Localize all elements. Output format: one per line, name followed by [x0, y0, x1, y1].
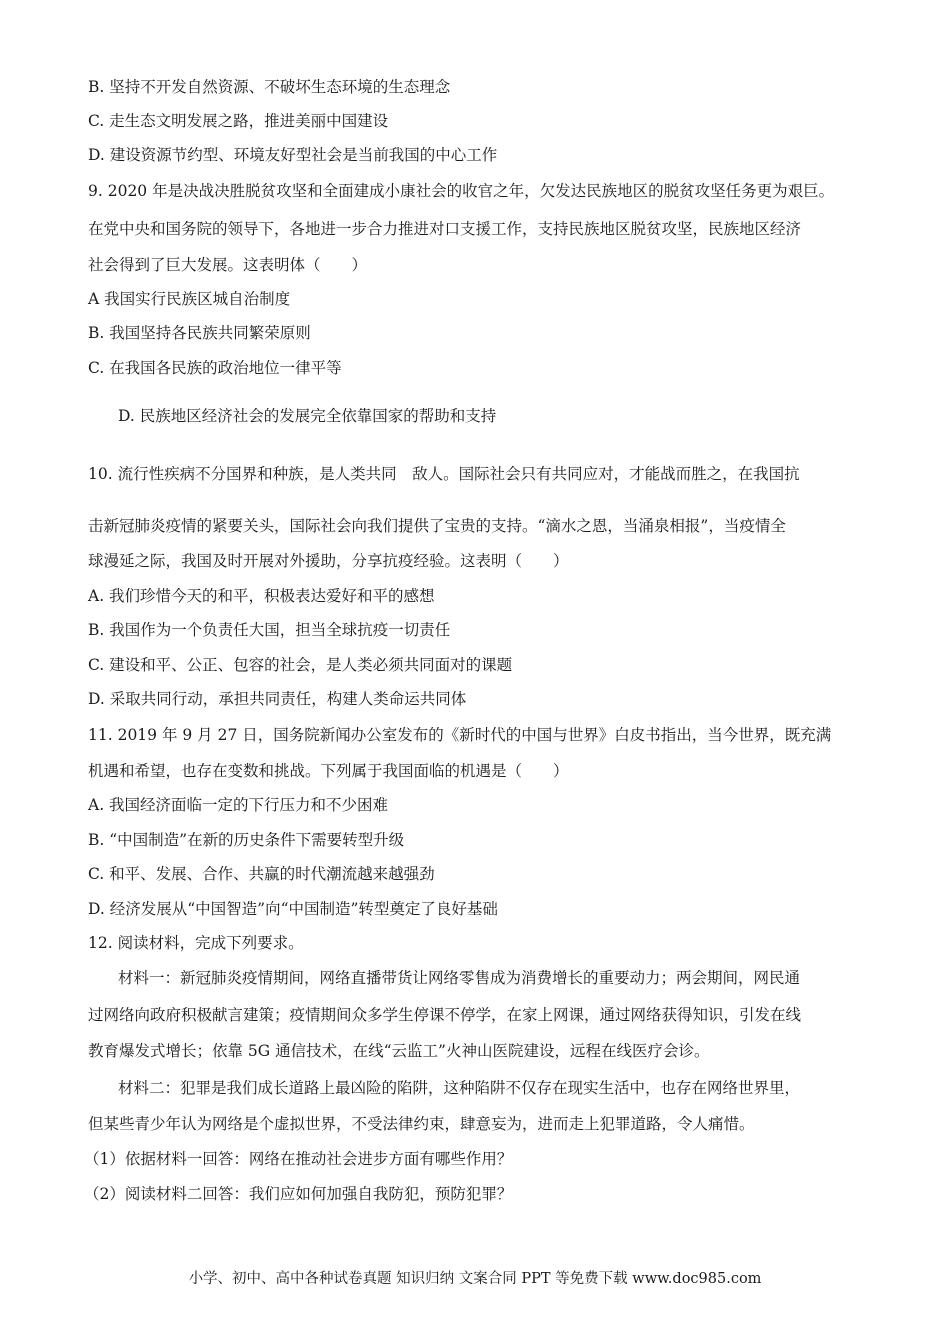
material-1-line-1: 材料一：新冠肺炎疫情期间，网络直播带货让网络零售成为消费增长的重要动力；两会期间，网民通: [118, 969, 801, 987]
material-2-line-2: 但某些青少年认为网络是个虚拟世界，不受法律约束，肆意妄为，进而走上犯罪道路，令人痛惜。: [88, 1115, 755, 1133]
sub-question-2: （2）阅读材料二回答：我们应如何加强自我防犯，预防犯罪？: [84, 1185, 513, 1203]
q9-stem-line-3: 社会得到了巨大发展。这表明体（ ）: [88, 256, 368, 274]
q9-option-b: B. 我国坚持各民族共同繁荣原则: [88, 324, 311, 342]
q8-option-d: D. 建设资源节约型、环境友好型社会是当前我国的中心工作: [88, 146, 498, 164]
q9-stem-line-1: 9. 2020 年是决战决胜脱贫攻坚和全面建成小康社会的收官之年，欠发达民族地区的脱贫攻坚任务更为艰巨。: [88, 182, 835, 200]
q10-option-c: C. 建设和平、公正、包容的社会，是人类必须共同面对的课题: [88, 656, 513, 674]
q8-option-c: C. 走生态文明发展之路，推进美丽中国建设: [88, 112, 389, 130]
q10-stem-line-2: 击新冠肺炎疫情的紧要关头，国际社会向我们提供了宝贵的支持。“滴水之恩，当涌泉相报”，当疫情全: [88, 517, 786, 535]
material-1-line-2: 过网络向政府积极献言建策；疫情期间众多学生停课不停学，在家上网课，通过网络获得知识，引发在线: [88, 1006, 802, 1024]
material-1-line-3: 教育爆发式增长；依靠 5G 通信技术，在线“云监工”火神山医院建设，远程在线医疗会诊。: [88, 1042, 710, 1060]
q8-option-b: B. 坚持不开发自然资源、不破坏生态环境的生态理念: [88, 78, 451, 96]
q11-option-b: B. “中国制造”在新的历史条件下需要转型升级: [88, 831, 405, 849]
q10-option-a: A. 我们珍惜今天的和平，积极表达爱好和平的感想: [88, 587, 435, 605]
q9-option-c: C. 在我国各民族的政治地位一律平等: [88, 359, 342, 377]
q10-option-d: D. 采取共同行动，承担共同责任，构建人类命运共同体: [88, 690, 467, 708]
q9-option-a: A 我国实行民族区城自治制度: [88, 290, 291, 308]
sub-question-1: （1）依据材料一回答：网络在推动社会进步方面有哪些作用？: [84, 1150, 513, 1168]
page-footer: 小学、初中、高中各种试卷真题 知识归纳 文案合同 PPT 等免费下载 www.doc985.com: [188, 1271, 762, 1287]
q11-option-a: A. 我国经济面临一定的下行压力和不少困难: [88, 796, 389, 814]
q9-option-d: D. 民族地区经济社会的发展完全依靠国家的帮助和支持: [118, 407, 497, 425]
q11-option-c: C. 和平、发展、合作、共赢的时代潮流越来越强劲: [88, 865, 435, 883]
q10-stem-line-1: 10. 流行性疾病不分国界和种族，是人类共同 敌人。国际社会只有共同应对，才能战而胜之，在我国抗: [88, 465, 800, 483]
q9-stem-line-2: 在党中央和国务院的领导下，各地进一步合力推进对口支援工作，支持民族地区脱贫攻坚，民族地区经济: [88, 220, 802, 238]
q11-stem-line-1: 11. 2019 年 9 月 27 日，国务院新闻办公室发布的《新时代的中国与世界》白皮书指出，当今世界，既充满: [88, 726, 832, 744]
q11-stem-line-2: 机遇和希望，也存在变数和挑战。下列属于我国面临的机遇是（ ）: [88, 762, 569, 780]
q10-stem-line-3: 球漫延之际，我国及时开展对外援助，分享抗疫经验。这表明（ ）: [88, 552, 569, 570]
q11-option-d: D. 经济发展从“中国智造”向“中国制造”转型奠定了良好基础: [88, 900, 498, 918]
material-2-line-1: 材料二：犯罪是我们成长道路上最凶险的陷阱，这种陷阱不仅存在现实生活中，也存在网络世界里，: [118, 1079, 801, 1097]
q10-option-b: B. 我国作为一个负责任大国，担当全球抗疫一切责任: [88, 621, 451, 639]
q12-stem: 12. 阅读材料，完成下列要求。: [88, 934, 304, 952]
